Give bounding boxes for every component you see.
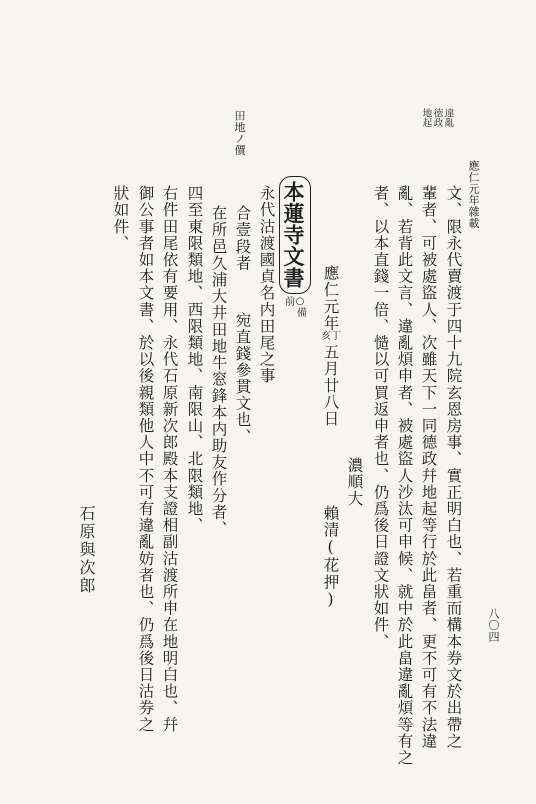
text-line-3: 亂、若背此文言、違亂煩申者、被處盜人沙汰可申候、就中於此畠違亂煩等有之 (395, 185, 414, 766)
date-era-small-a: 丁 (328, 330, 340, 341)
title-gloss-b: 前 (282, 296, 294, 307)
date-month-day: 五月廿八日 (321, 344, 340, 427)
margin-note-field-price: 田地ノ價 (233, 110, 246, 156)
signer-title: 濃順大 (345, 457, 364, 507)
page-number: 八〇四 (487, 608, 500, 643)
line-location: 在所邑久浦大井田地牛窓鋒本内助友作分者、 (209, 205, 228, 537)
line-body-1: 右件田尾依有要用、永代石原新次郎殿本支證相副沽渡所申在地明白也、幷 (160, 185, 179, 733)
seller-name: 石原與次郎 (77, 505, 96, 595)
line-amount-b: 宛直錢參貫文也、 (233, 312, 252, 445)
text-line-4: 者、以本直錢一倍、慥以可買返申者也、仍爲後日證文狀如件、 (371, 185, 390, 650)
running-title: 應仁元年雜載 (467, 160, 480, 229)
text-line-1: 文、限永代賣渡于四十九院玄恩房事、實正明白也、若重而構本券文於出帶之 (444, 185, 463, 750)
signer-kao: (花押) (321, 538, 340, 610)
margin-note-upper-a: 違亂 (442, 108, 454, 127)
margin-note-upper-b: 徳政 (431, 108, 443, 127)
line-bounds: 四至東限類地、西限類地、南限山、北限類地、 (185, 185, 204, 534)
line-body-2: 御公事者如本文書、於以後親類他人中不可有違亂妨者也、仍爲後日沽券之 (136, 185, 155, 733)
date-era-small-b: 亥 (318, 330, 330, 341)
line-body-3: 狀如件、 (111, 185, 130, 252)
line-amount-a: 合壹段者 (233, 205, 252, 272)
document-title: 本蓮寺文書 (281, 181, 306, 289)
signer-name: 賴清 (321, 505, 340, 539)
document-subject: 永代沽渡國貞名内田尾之事 (257, 185, 276, 385)
text-line-2: 輩者、可被處盜人、次雖天下一同德政幷地起等行於此畠者、更不可有不法違 (419, 185, 438, 750)
margin-note-upper-c: 地起 (420, 108, 432, 127)
date-era: 應仁元年 (321, 265, 340, 332)
title-gloss-a: ○備 (294, 296, 306, 318)
